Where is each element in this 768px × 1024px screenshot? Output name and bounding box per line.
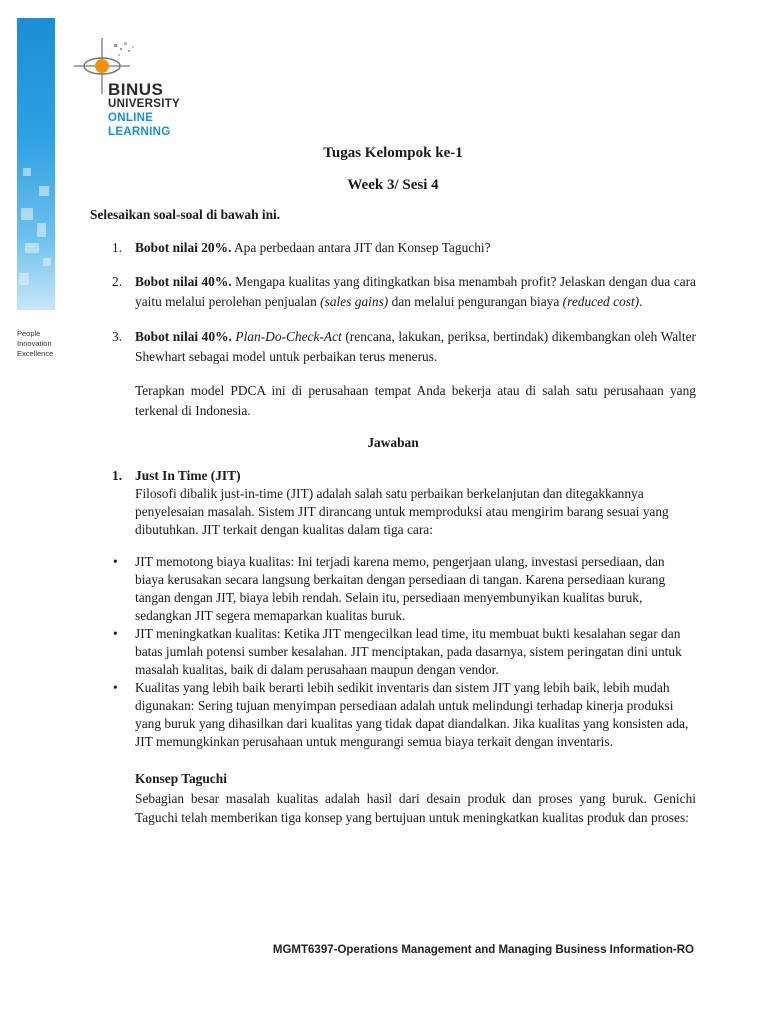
page-subtitle: Week 3/ Sesi 4 — [347, 176, 439, 193]
instruction: Selesaikan soal-soal di bawah ini. — [90, 207, 281, 222]
question-1: 1. Bobot nilai 20%. Apa perbedaan antara JIT dan Konsep Taguchi? — [112, 239, 491, 255]
jit-bullet-list — [90, 553, 696, 751]
page-footer: MGMT6397-Operations Management and Managing Business Information-RO — [272, 944, 694, 956]
taguchi-heading: Konsep Taguchi — [135, 771, 227, 786]
logo-text-learning: LEARNING — [108, 126, 171, 138]
list-item: • JIT memotong biaya kualitas: Ini terjadi karena memo, pengerjaan ulang, investasi persediaan, dan biaya kerusakan secara langsung berkaitan dengan persediaan di tangan. Karena persediaan kurang tangan dengan JIT, biaya lebih rendah. Selain itu, persediaan menyembunyikan kualitas buruk, sedangkan JIT segera memaparkan kualitas buruk. — [113, 554, 666, 623]
logo-text-online: ONLINE — [108, 112, 154, 124]
page-title: Tugas Kelompok ke-1 — [323, 145, 463, 161]
logo-text-binus: BINUS — [108, 80, 164, 99]
answer-1-heading: 1. Just In Time (JIT) — [112, 467, 241, 483]
question-3-extra: Terapkan model PDCA ini di perusahaan tempat Anda bekerja atau di salah satu perusahaan yang terkenal di Indonesia. — [135, 383, 696, 418]
list-item: • JIT meningkatkan kualitas: Ketika JIT mengecilkan lead time, itu membuat bukti kesalahan segar dan batas jumlah potensi sumber kesalahan. JIT menciptakan, pada dasarnya, sistem peringatan dini untuk masalah kualitas, baik di dalam perusahaan maupun dengan vendor. — [113, 626, 682, 677]
binus-logo — [72, 36, 192, 146]
question-2: 2. Bobot nilai 40%. Mengapa kualitas yang ditingkatkan bisa menambah profit? Jelaskan dengan dua cara yaitu melalui perolehan penjualan (sales gains) dan melalui pengurangan biaya (reduced cost). — [112, 274, 696, 309]
question-3: 3. Bobot nilai 40%. Plan-Do-Check-Act (rencana, lakukan, periksa, bertindak) dikembangkan oleh Walter Shewhart sebagai model untuk perbaikan terus menerus. — [112, 329, 696, 364]
document-body — [90, 144, 696, 828]
taguchi-text: Sebagian besar masalah kualitas adalah hasil dari desain produk dan proses yang buruk. Genichi Taguchi telah memberikan tiga konsep yang bertujuan untuk meningkatkan kualitas produk dan proses: — [135, 790, 696, 825]
answer-1-intro: Filosofi dibalik just-in-time (JIT) adalah salah satu perbaikan berkelanjutan dan ditegakkannya penyelesaian masalah. Sistem JIT dirancang untuk memproduksi atau mengirim barang sesuai yang dibutuhkan. JIT terkait dengan kualitas dalam tiga cara: — [135, 486, 669, 537]
logo-text-university: UNIVERSITY — [108, 98, 181, 110]
side-band-decoration — [17, 18, 55, 310]
tagline: People Innovation Excellence — [17, 329, 54, 358]
answer-heading: Jawaban — [367, 435, 419, 450]
list-item: • Kualitas yang lebih baik berarti lebih sedikit inventaris dan sistem JIT yang lebih baik, lebih mudah digunakan: Sering tujuan menyimpan persediaan adalah untuk melindungi terhadap kinerja produksi yang buruk yang dihasilkan dari kualitas yang tidak dapat diandalkan. Jika kualitas yang konsisten ada, JIT memungkinkan perusahaan untuk mengurangi semua biaya terkait dengan inventaris. — [113, 680, 689, 749]
